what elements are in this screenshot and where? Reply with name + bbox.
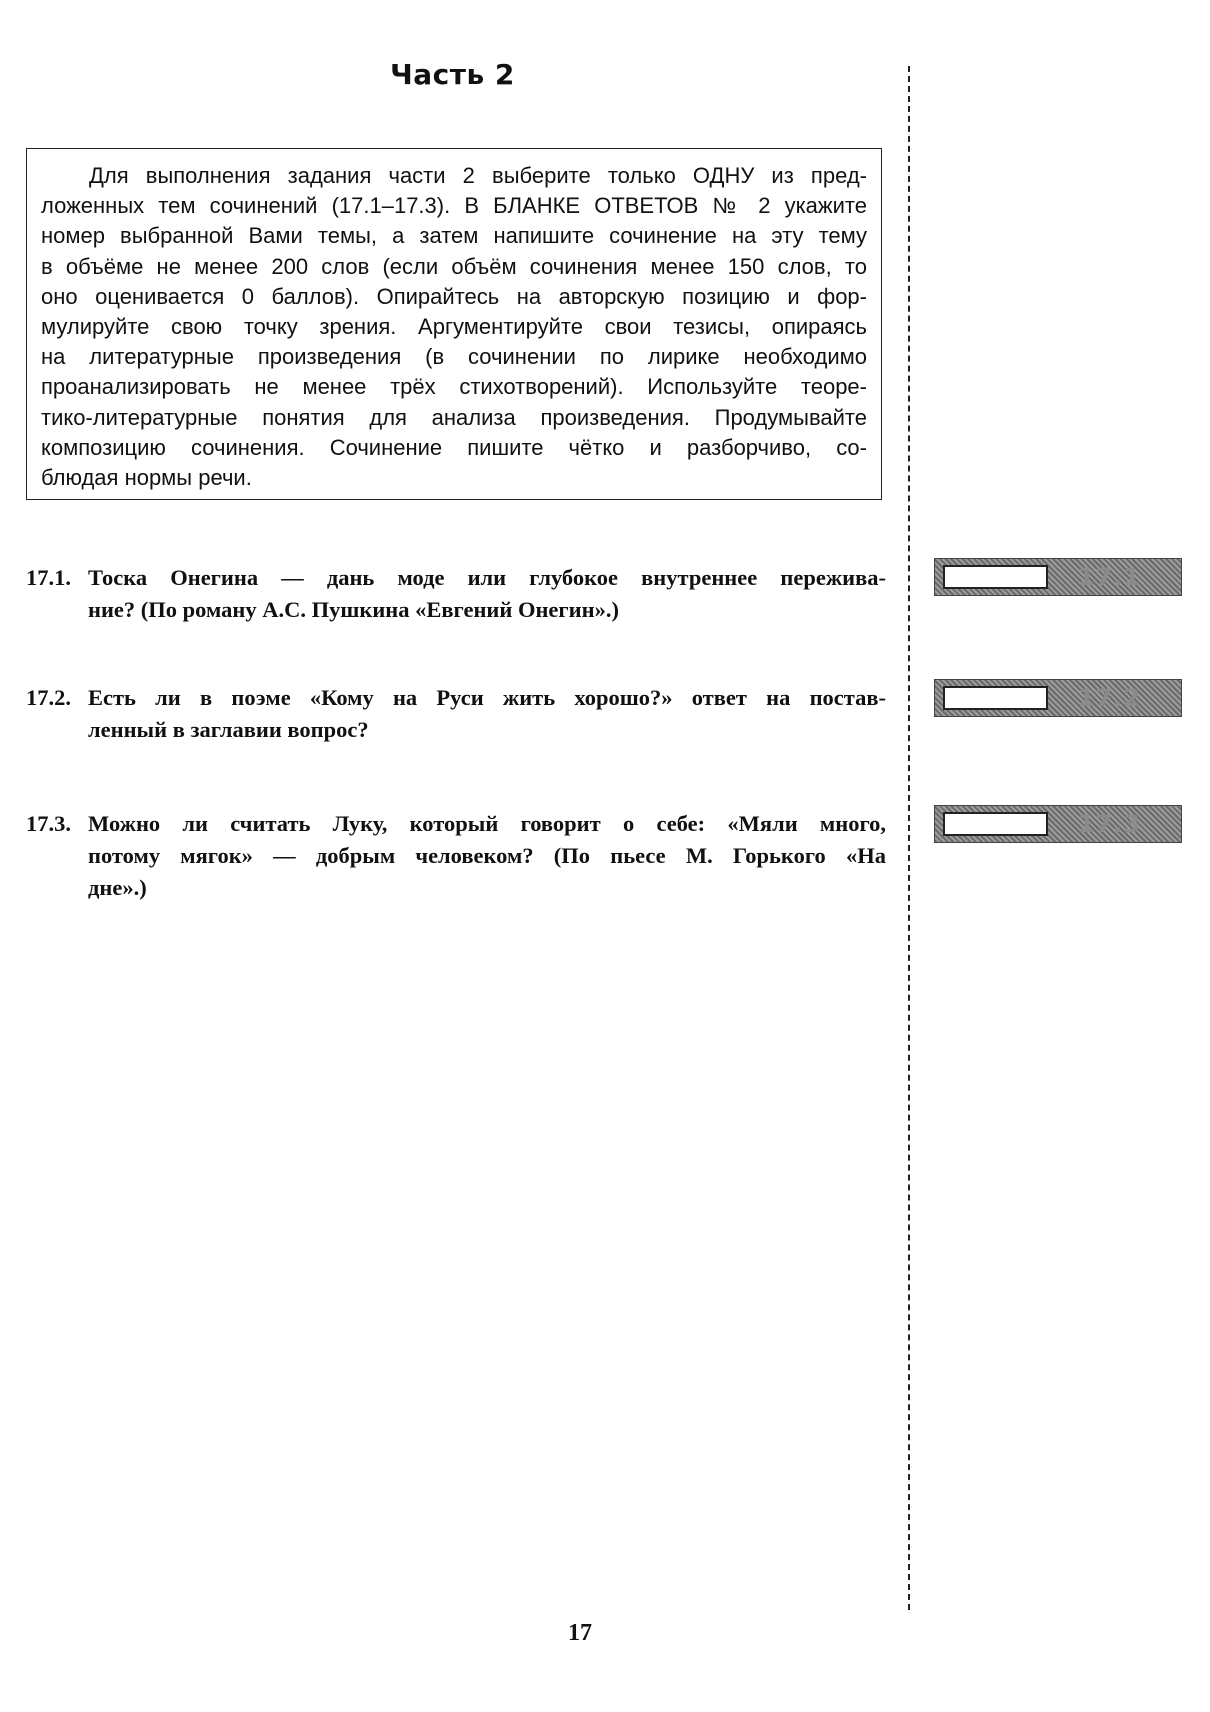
task-line: дне».) xyxy=(88,875,147,900)
task-text xyxy=(88,682,886,746)
task-line: Есть ли в поэме «Кому на Руси жить хорошо?» ответ на постав- xyxy=(88,685,886,710)
answer-box-17-1[interactable] xyxy=(934,558,1182,596)
task-line: Тоска Онегина — дань моде или глубокое внутреннее пережива- xyxy=(88,565,886,590)
instructions-line: тико-литературные понятия для анализа произведения. Продумывайте xyxy=(41,404,867,430)
task-line: потому мягок» — добрым человеком? (По пьесе М. Горького «На xyxy=(88,843,886,868)
task-text xyxy=(88,808,886,904)
task-line: Можно ли считать Луку, который говорит о себе: «Мяли много, xyxy=(88,811,886,836)
instructions-line: проанализировать не менее трёх стихотворений). Используйте теоре- xyxy=(41,374,867,400)
task-number: 17.1. xyxy=(26,565,71,590)
instructions-line: оно оценивается 0 баллов). Опирайтесь на авторскую позицию и фор- xyxy=(41,283,867,309)
page-title: Часть 2 xyxy=(390,58,515,91)
instructions-line: номер выбранной Вами темы, а затем напишите сочинение на эту тему xyxy=(41,223,867,249)
task-text xyxy=(88,562,886,626)
task-number: 17.3. xyxy=(26,811,71,836)
task-17-2 xyxy=(26,682,886,746)
task-17-1 xyxy=(26,562,886,626)
instructions-line: ложенных тем сочинений (17.1–17.3). В БЛАНКЕ ОТВЕТОВ № 2 укажите xyxy=(41,193,867,219)
answer-code: 17.1 xyxy=(1077,563,1141,591)
task-17-3 xyxy=(26,808,886,904)
answer-code: 17.2 xyxy=(1077,684,1141,712)
instructions-line: композицию сочинения. Сочинение пишите чётко и разборчиво, со- xyxy=(41,434,867,460)
answer-box-17-3[interactable] xyxy=(934,805,1182,843)
instructions-line: Для выполнения задания части 2 выберите только ОДНУ из пред- xyxy=(89,163,867,188)
answer-field[interactable] xyxy=(943,565,1048,589)
answer-field[interactable] xyxy=(943,686,1048,710)
task-number: 17.2. xyxy=(26,685,71,710)
answer-code: 17.3 xyxy=(1077,810,1141,838)
page-number: 17 xyxy=(568,1620,592,1646)
instructions-line: на литературные произведения (в сочинении по лирике необходимо xyxy=(41,344,867,370)
instructions-line: мулируйте свою точку зрения. Аргументируйте свои тезисы, опираясь xyxy=(41,314,867,340)
answer-box-17-2[interactable] xyxy=(934,679,1182,717)
task-line: ленный в заглавии вопрос? xyxy=(88,717,369,742)
instructions-line: в объёме не менее 200 слов (если объём сочинения менее 150 слов, то xyxy=(41,253,867,279)
task-line: ние? (По роману А.С. Пушкина «Евгений Онегин».) xyxy=(88,597,619,622)
instructions-line: блюдая нормы речи. xyxy=(41,465,252,491)
instructions-box xyxy=(26,148,882,500)
answer-field[interactable] xyxy=(943,812,1048,836)
cut-line-divider xyxy=(908,66,910,1610)
